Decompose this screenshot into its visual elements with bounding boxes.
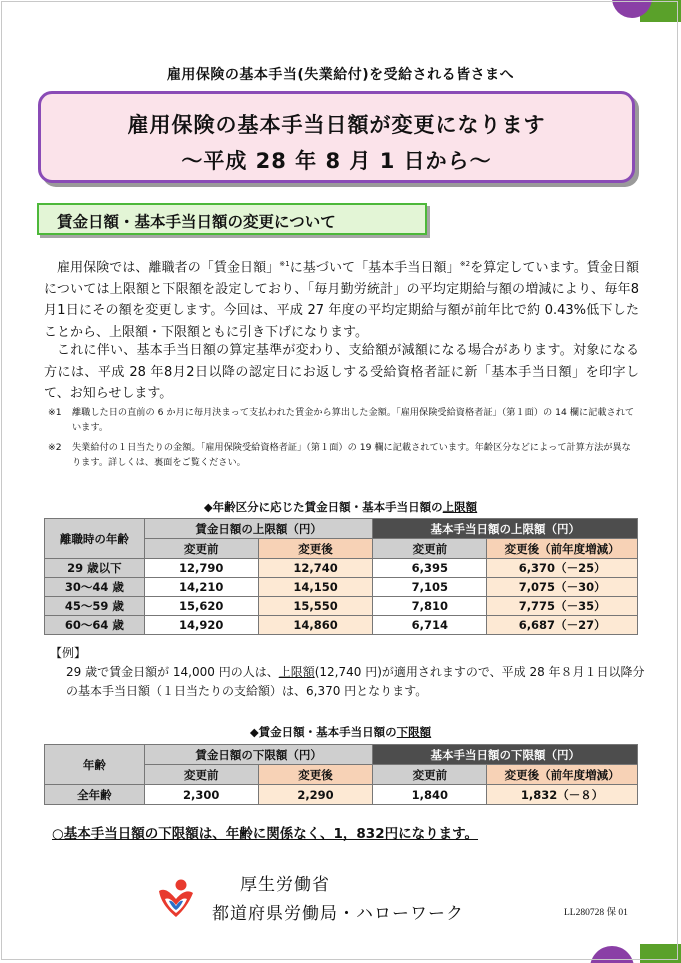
col-before: 変更前 bbox=[373, 765, 487, 785]
benefit-lower-header: 基本手当日額の下限額（円） bbox=[373, 745, 638, 765]
upper-limit-table bbox=[44, 518, 638, 635]
ministry-name: 厚生労働省 bbox=[240, 875, 330, 895]
body-paragraph-2: これに伴い、基本手当日額の算定基準が変わり、支給額が減額になる場合があります。対象になる方には、平成 28 年8月2日以降の認定日にお返しする受給資格者証に新「基本手当日額」を印字して、お知らせします。 bbox=[44, 343, 639, 401]
age-column-header: 年齢 bbox=[45, 745, 145, 785]
table-row: 45～59 歳 15,620 15,550 7,810 7,775（－35） bbox=[45, 597, 638, 616]
lower-limit-table bbox=[44, 744, 638, 805]
wage-lower-header: 賃金日額の下限額（円） bbox=[144, 745, 373, 765]
section-heading bbox=[37, 203, 427, 235]
lower-table-title: ◆賃金日額・基本手当日額の下限額 bbox=[249, 725, 432, 739]
footnote-1: ※1 離職した日の直前の 6 か月に毎月決まって支払われた賃金から算出した金額。「雇用保険受給資格者証」（第１面）の 14 欄に記載されています。 bbox=[48, 407, 635, 433]
body-paragraph-1: 雇用保険では、離職者の「賃金日額」$^{※1}$に基づいて「基本手当日額」$^{※2}$を算定しています。賃金日額については上限額と下限額を設定しており、「毎月勤労統計」の平均定期給与額の増減により、毎年8月1日にその額を変更します。今回は、平成 27 年度の平均定期給与額が前年比で約 0.43%低下したことから、上限額・下限額ともに引き下げになります。 bbox=[44, 260, 639, 340]
footnote-2: ※2 失業給付の１日当たりの金額。「雇用保険受給資格者証」（第１面）の 19 欄に記載されています。年齢区分などによって計算方法が異なります。詳しくは、裏面をご覧ください。 bbox=[48, 442, 631, 468]
col-after-change: 変更後（前年度増減） bbox=[487, 765, 638, 785]
col-before: 変更前 bbox=[144, 765, 258, 785]
col-after-change: 変更後（前年度増減） bbox=[487, 539, 638, 559]
example-text: 29 歳で賃金日額が 14,000 円の人は、上限額(12,740 円)が適用されますので、平成 28 年８月１日以降分の基本手当日額（１日当たりの支給額）は、6,370 円となります。 bbox=[66, 665, 645, 698]
example-block bbox=[50, 644, 650, 701]
benefit-upper-header: 基本手当日額の上限額（円） bbox=[373, 519, 638, 539]
section-heading-text: 賃金日額・基本手当日額の変更について bbox=[57, 213, 336, 231]
lower-limit-note: ○基本手当日額の下限額は、年齢に関係なく、1，832円になります。 bbox=[52, 826, 479, 842]
example-label: 【例】 bbox=[50, 646, 87, 660]
wage-upper-header: 賃金日額の上限額（円） bbox=[144, 519, 373, 539]
bureau-name: 都道府県労働局・ハローワーク bbox=[212, 904, 464, 924]
upper-table-title: ◆年齢区分に応じた賃金日額・基本手当日額の上限額 bbox=[203, 500, 478, 514]
col-before: 変更前 bbox=[144, 539, 258, 559]
title-box bbox=[38, 91, 635, 183]
effective-date: ～平成 28 年 8 月 1 日から～ bbox=[181, 149, 492, 173]
page-subtitle: 雇用保険の基本手当(失業給付)を受給される皆さまへ bbox=[166, 67, 515, 83]
age-column-header: 離職時の年齢 bbox=[45, 519, 145, 559]
col-after: 変更後 bbox=[258, 539, 373, 559]
table-row: 全年齢 2,300 2,290 1,840 1,832（－８） bbox=[45, 785, 638, 805]
ministry-logo-icon bbox=[155, 877, 197, 921]
document-code: LL280728 保 01 bbox=[564, 908, 628, 918]
table-row: 60～64 歳 14,920 14,860 6,714 6,687（－27） bbox=[45, 616, 638, 635]
table-row: 30～44 歳 14,210 14,150 7,105 7,075（－30） bbox=[45, 578, 638, 597]
col-after: 変更後 bbox=[258, 765, 373, 785]
col-before: 変更前 bbox=[373, 539, 487, 559]
page-title: 雇用保険の基本手当日額が変更になります bbox=[127, 113, 546, 137]
table-row: 29 歳以下 12,790 12,740 6,395 6,370（－25） bbox=[45, 559, 638, 578]
